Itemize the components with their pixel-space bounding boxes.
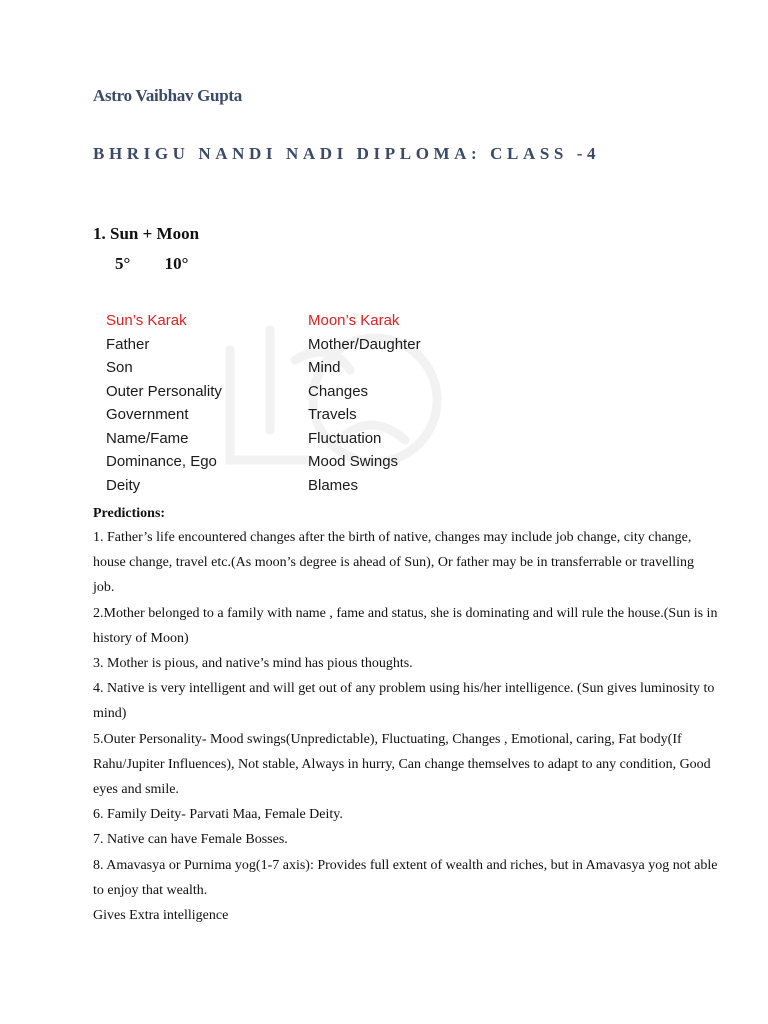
- moon-karak-column: [308, 309, 508, 497]
- prediction-item: 2.Mother belonged to a family with name , fame and status, she is dominating and will rule the house.(Sun is in history of Moon): [93, 605, 718, 646]
- sun-karak-item: Outer Personality: [106, 382, 222, 400]
- prediction-item: 1. Father’s life encountered changes after the birth of native, changes may include job change, city change, house change, travel etc.(As moon’s degree is ahead of Sun), Or father may be in transferrable or travelling job.: [93, 530, 694, 596]
- moon-degree: 10°: [164, 254, 189, 273]
- author-name: Astro Vaibhav Gupta: [93, 86, 242, 105]
- moon-karak-item: Mood Swings: [308, 453, 399, 470]
- prediction-item: 4. Native is very intelligent and will get out of any problem using his/her intelligence. (Sun gives luminosity to mind): [93, 681, 715, 722]
- sun-karak-item: Son: [106, 359, 133, 376]
- moon-karak-item: Mother/Daughter: [308, 335, 421, 353]
- prediction-item: 3. Mother is pious, and native’s mind has pious thoughts.: [93, 656, 413, 672]
- prediction-item: Gives Extra intelligence: [93, 908, 229, 924]
- degree-values: [115, 254, 188, 274]
- moon-karak-item: Blames: [308, 476, 359, 494]
- predictions-heading: Predictions:: [93, 506, 166, 521]
- sun-karak-item: Name/Fame: [106, 429, 189, 447]
- moon-karak-item: Travels: [308, 406, 357, 423]
- predictions-section: [93, 503, 718, 928]
- sun-karak-heading: Sun’s Karak: [106, 312, 187, 329]
- section-heading: 1. Sun + Moon: [93, 224, 200, 243]
- sun-karak-column: [106, 309, 306, 497]
- sun-karak-item: Deity: [106, 476, 141, 494]
- sun-degree: 5°: [115, 254, 131, 273]
- sun-karak-item: Dominance, Ego: [106, 453, 217, 470]
- prediction-item: 8. Amavasya or Purnima yog(1-7 axis): Provides full extent of wealth and riches, but in Amavasya yog not able to enjoy that wealth.: [93, 857, 718, 898]
- moon-karak-item: Mind: [308, 359, 341, 376]
- prediction-item: 7. Native can have Female Bosses.: [93, 832, 288, 848]
- moon-karak-item: Changes: [308, 382, 369, 400]
- prediction-item: 6. Family Deity- Parvati Maa, Female Deity.: [93, 807, 343, 823]
- moon-karak-heading: Moon’s Karak: [308, 312, 400, 329]
- document-title: BHRIGU NANDI NADI DIPLOMA: CLASS -4: [93, 144, 601, 163]
- moon-karak-item: Fluctuation: [308, 429, 382, 447]
- sun-karak-item: Government: [106, 406, 189, 423]
- sun-karak-item: Father: [106, 335, 150, 353]
- prediction-item: 5.Outer Personality- Mood swings(Unpredictable), Fluctuating, Changes , Emotional, caring, Fat body(If Rahu/Jupiter Influences), Not stable, Always in hurry, Can change themselves to adapt to any condition, Good eyes and smile.: [93, 731, 711, 798]
